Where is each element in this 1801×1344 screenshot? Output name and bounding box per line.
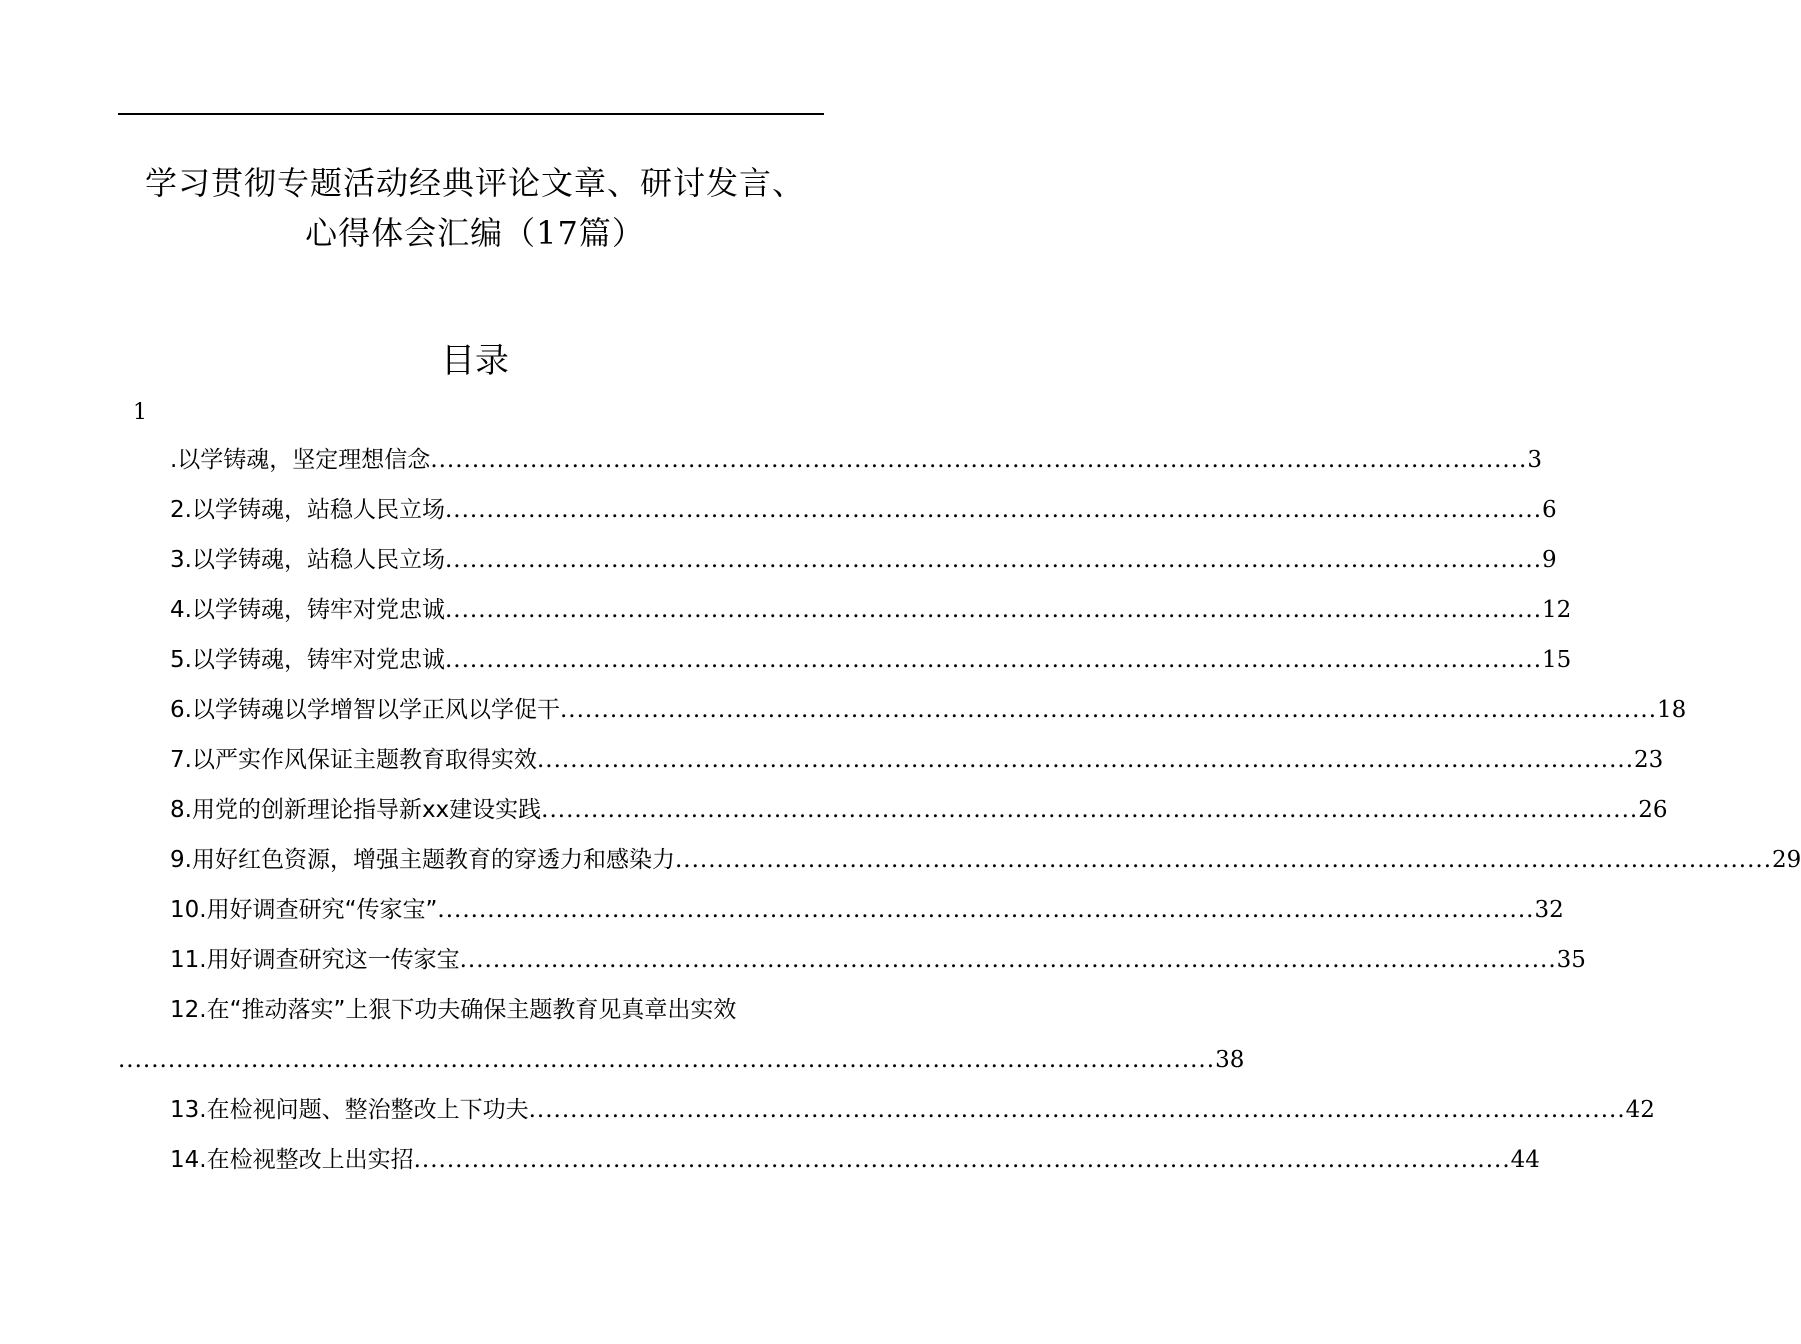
toc-entry-7[interactable] <box>170 738 1664 782</box>
toc-entry-label: 5.以学铸魂，铸牢对党忠诚 <box>170 647 445 673</box>
toc-entry-12[interactable] <box>170 988 830 1032</box>
toc-entry-10[interactable] <box>170 888 1564 932</box>
title-line-2 <box>0 208 950 258</box>
toc-leader: .................................................................................................................................... <box>528 1097 1626 1123</box>
toc-entry-2[interactable] <box>170 488 1557 532</box>
toc-entry-label: 9.用好红色资源，增强主题教育的穿透力和感染力 <box>170 847 675 873</box>
toc-leader: .................................................................................................................................... <box>118 1047 1216 1073</box>
toc-entry-label: 10.用好调查研究“传家宝” <box>170 897 438 923</box>
toc-entry-5[interactable] <box>170 638 1572 682</box>
toc-entry-page: 35 <box>1556 947 1586 973</box>
toc-entry-label: 3.以学铸魂，站稳人民立场 <box>170 547 445 573</box>
toc-entry-6[interactable] <box>170 688 1687 732</box>
toc-leader: .................................................................................................................................... <box>559 697 1658 723</box>
toc-entry-label: 2.以学铸魂，站稳人民立场 <box>170 497 445 523</box>
toc-entry-page: 32 <box>1534 897 1564 923</box>
toc-lead-number: 1 <box>133 400 147 425</box>
toc-entry-8[interactable] <box>170 788 1668 832</box>
toc-entry-label: 7.以严实作风保证主题教育取得实效 <box>170 747 537 773</box>
toc-entry-page: 18 <box>1657 697 1687 723</box>
title-line-1: 学习贯彻专题活动经典评论文章、研讨发言、 <box>144 164 805 202</box>
toc-entry-label: 4.以学铸魂，铸牢对党忠诚 <box>170 597 445 623</box>
toc-entry-13[interactable] <box>170 1088 1655 1132</box>
toc-entry-3[interactable] <box>170 538 1557 582</box>
toc-leader: .................................................................................................................................... <box>444 547 1543 573</box>
toc-entry-label: 13.在检视问题、整治整改上下功夫 <box>170 1097 529 1123</box>
toc-entry-page: 38 <box>1215 1047 1245 1073</box>
toc-leader: .................................................................................................................................... <box>430 447 1528 473</box>
toc-leader: .................................................................................................................................... <box>437 897 1535 923</box>
toc-leader: .................................................................................................................................... <box>444 497 1543 523</box>
toc-entry-label: 14.在检视整改上出实招 <box>170 1147 414 1173</box>
toc-entry-12-continuation[interactable] <box>118 1038 1245 1082</box>
toc-entry-label: 8.用党的创新理论指导新xx建设实践 <box>170 797 542 823</box>
document-title <box>0 158 950 258</box>
toc-entry-label: 11.用好调查研究这一传家宝 <box>170 947 460 973</box>
title-article-count: 17 <box>536 214 579 252</box>
toc-leader: .................................................................................................................................... <box>444 597 1543 623</box>
toc-entry-page: 15 <box>1542 647 1572 673</box>
title-line-2-prefix: 心得体会汇编（ <box>305 214 537 252</box>
toc-leader: .................................................................................................................................... <box>674 847 1773 873</box>
toc-entry-page: 6 <box>1542 497 1557 523</box>
toc-entry-page: 26 <box>1638 797 1668 823</box>
toc-entry-page: 44 <box>1510 1147 1540 1173</box>
toc-entry-page: 3 <box>1527 447 1543 473</box>
toc-leader: .................................................................................................................................... <box>459 947 1557 973</box>
toc-entry-label: 12.在“推动落实”上狠下功夫确保主题教育见真章出实效 <box>170 997 737 1023</box>
toc-entry-page: 42 <box>1625 1097 1655 1123</box>
toc-entry-label: .以学铸魂，坚定理想信念 <box>170 447 431 473</box>
toc-entry-4[interactable] <box>170 588 1572 632</box>
toc-entry-label: 6.以学铸魂以学增智以学正风以学促干 <box>170 697 560 723</box>
toc-entry-page: 23 <box>1634 747 1664 773</box>
toc-entry-9[interactable] <box>170 838 1801 882</box>
toc-entry-page: 12 <box>1542 597 1572 623</box>
toc-leader: .................................................................................................................................... <box>413 1147 1511 1173</box>
toc-entry-page: 29 <box>1772 847 1801 873</box>
title-line-2-suffix: 篇） <box>578 214 645 252</box>
toc-entry-14[interactable] <box>170 1138 1540 1182</box>
toc-leader: .................................................................................................................................... <box>444 647 1543 673</box>
toc-entry-page: 9 <box>1542 547 1557 573</box>
toc-entry-1[interactable] <box>170 438 1543 482</box>
toc-entry-11[interactable] <box>170 938 1586 982</box>
toc-leader: .................................................................................................................................... <box>541 797 1639 823</box>
header-rule <box>118 113 824 115</box>
toc-leader: .................................................................................................................................... <box>536 747 1635 773</box>
toc-heading: 目录 <box>441 341 509 381</box>
